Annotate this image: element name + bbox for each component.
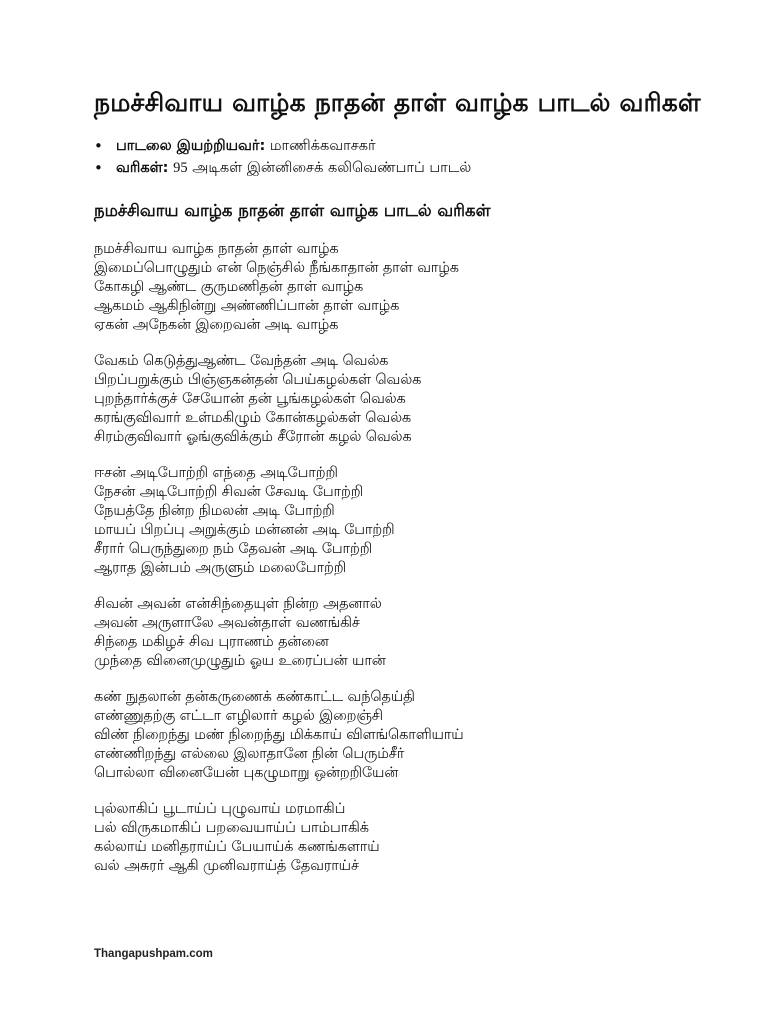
lyric-line: அவன் அருளாலே அவன்தாள் வணங்கிச் [94,615,360,631]
lyric-line: எண்ணுதற்கு எட்டா எழிலார் கழல் இறைஞ்சி [94,708,383,724]
lyric-line: முந்தை வினைமுழுதும் ஓய உரைப்பன் யான் [94,653,386,669]
composer-value: மாணிக்கவாசகர் [269,138,376,154]
lyric-line: விண் நிறைந்து மண் நிறைந்து மிக்காய் விளங்கொளியாய் [94,727,464,743]
lyric-line: கரங்குவிவார் உள்மகிழும் கோன்கழல்கள் வெல்க [94,410,412,426]
lyric-line: பொல்லா வினையேன் புகழுமாறு ஒன்றறியேன் [94,765,399,781]
lyric-line: ஆகமம் ஆகிநின்று அண்ணிப்பான் தாள் வாழ்க [94,298,400,314]
lyric-line: பல் விருகமாகிப் பறவையாய்ப் பாம்பாகிக் [94,820,369,836]
lines-item [116,158,714,178]
lyric-line: சிந்தை மகிழச் சிவ புராணம் தன்னை [94,634,329,650]
lyric-line: வேகம் கெடுத்துஆண்ட வேந்தன் அடி வெல்க [94,353,389,369]
lyric-line: ஆராத இன்பம் அருளும் மலைபோற்றி [94,560,347,576]
stanza [94,464,714,578]
lyric-line: ஈசன் அடிபோற்றி எந்தை அடிபோற்றி [94,465,338,481]
lyric-line: இமைப்பொழுதும் என் நெஞ்சில் நீங்காதான் தாள் வாழ்க [94,260,459,276]
stanza [94,688,714,783]
section-heading: நமச்சிவாய வாழ்க நாதன் தாள் வாழ்க பாடல் வரிகள் [94,201,491,220]
composer-label: பாடலை இயற்றியவர்: [116,138,266,154]
lyric-line: ஏகன் அநேகன் இறைவன் அடி வாழ்க [94,317,339,333]
lyric-line: பிறப்பறுக்கும் பிஞ்ஞகன்தன் பெய்கழல்கள் வெல்க [94,372,422,388]
lyric-line: வல் அசுரர் ஆகி முனிவராய்த் தேவராய்ச் [94,858,359,874]
document-page [94,86,714,893]
lyric-line: எண்ணிறந்து எல்லை இலாதானே நின் பெரும்சீர் [94,746,405,762]
lyric-line: சிரம்குவிவார் ஓங்குவிக்கும் சீரோன் கழல் வெல்க [94,429,412,445]
lines-label: வரிகள்: [116,160,169,176]
lines-count: 95 [173,160,188,176]
stanza [94,240,714,335]
stanza [94,800,714,876]
stanza [94,595,714,671]
footer-site-name: Thangapushpam.com [94,948,213,960]
stanza [94,352,714,447]
lyric-line: நமச்சிவாய வாழ்க நாதன் தாள் வாழ்க [94,241,339,257]
lyric-line: நேசன் அடிபோற்றி சிவன் சேவடி போற்றி [94,484,364,500]
lyric-line: புறந்தார்க்குச் சேயோன் தன் பூங்கழல்கள் வெல்க [94,391,406,407]
lyric-line: கல்லாய் மனிதராய்ப் பேயாய்க் கணங்களாய் [94,839,380,855]
composer-item [116,136,714,156]
lines-value: அடிகள் இன்னிசைக் கலிவெண்பாப் பாடல் [192,160,472,176]
lyric-line: மாயப் பிறப்பு அறுக்கும் மன்னன் அடி போற்றி [94,522,395,538]
lyric-line: நேயத்தே நின்ற நிமலன் அடி போற்றி [94,503,335,519]
lyric-line: சீரார் பெருந்துறை நம் தேவன் அடி போற்றி [94,541,373,557]
lyric-line: கோகழி ஆண்ட குருமணிதன் தாள் வாழ்க [94,279,364,295]
lyric-line: சிவன் அவன் என்சிந்தையுள் நின்ற அதனால் [94,596,382,612]
page-title: நமச்சிவாய வாழ்க நாதன் தாள் வாழ்க பாடல் வரிகள் [94,88,701,117]
song-info-list [94,136,714,178]
lyric-line: புல்லாகிப் பூடாய்ப் புழுவாய் மரமாகிப் [94,801,346,817]
lyric-line: கண் நுதலான் தன்கருணைக் கண்காட்ட வந்தெய்தி [94,689,415,705]
lyrics-body [94,240,714,876]
